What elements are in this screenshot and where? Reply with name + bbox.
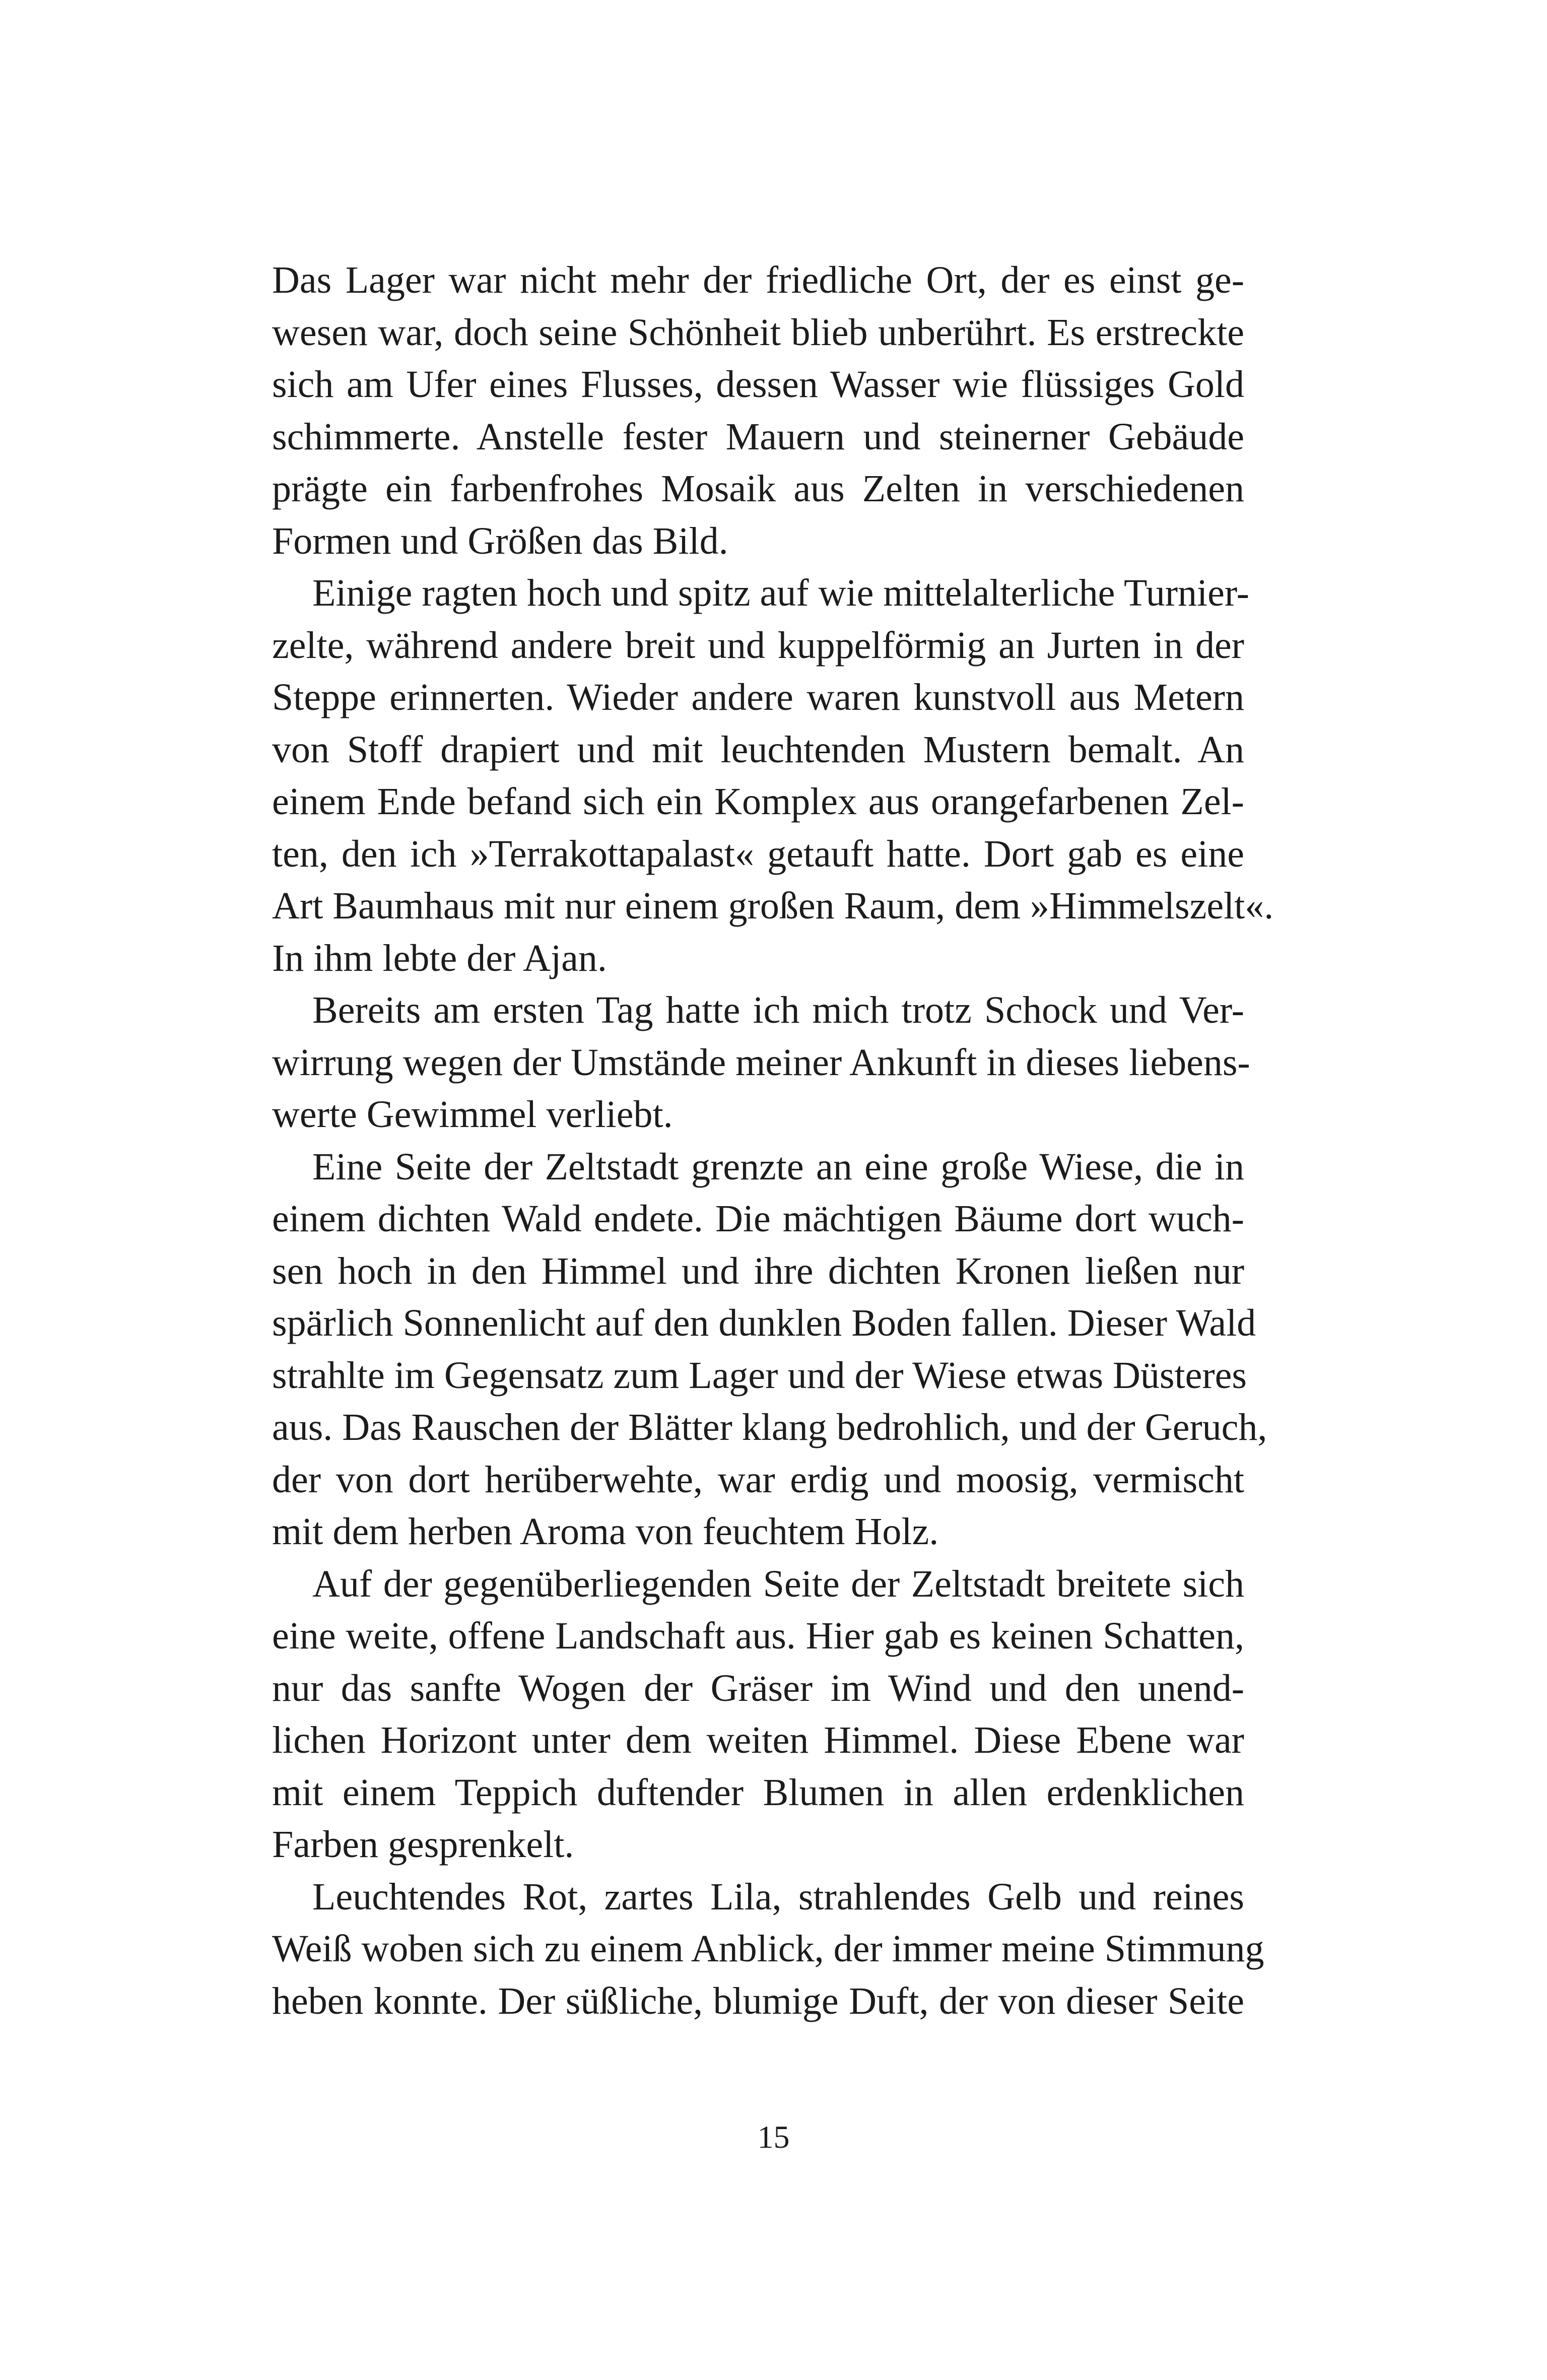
text-line: prägte ein farbenfrohes Mosaik aus Zelten in verschiedenen [272, 468, 1244, 510]
text-line: wirrung wegen der Umstände meiner Ankunft in dieses liebens- [272, 1041, 1250, 1084]
text-line: Formen und Größen das Bild. [272, 519, 728, 562]
text-line: Einige ragten hoch und spitz auf wie mittelalterliche Turnier- [312, 572, 1249, 614]
text-line: eine weite, offene Landschaft aus. Hier gab es keinen Schatten, [272, 1615, 1244, 1657]
text-line: Bereits am ersten Tag hatte ich mich trotz Schock und Ver- [312, 989, 1244, 1031]
text-line: der von dort herüberwehte, war erdig und moosig, vermischt [272, 1458, 1244, 1501]
text-line: einem dichten Wald endete. Die mächtigen Bäume dort wuch- [272, 1198, 1244, 1240]
text-line: mit einem Teppich duftender Blumen in allen erdenklichen [272, 1771, 1244, 1814]
paragraph-3 [272, 984, 1250, 1141]
paragraph-1 [272, 254, 1244, 567]
text-line: spärlich Sonnenlicht auf den dunklen Boden fallen. Dieser Wald [272, 1302, 1256, 1344]
page-number: 15 [757, 2119, 790, 2155]
paragraph-6 [272, 1871, 1264, 2028]
text-line: sich am Ufer eines Flusses, dessen Wasser wie flüssiges Gold [272, 363, 1244, 406]
text-line: sen hoch in den Himmel und ihre dichten Kronen ließen nur [272, 1249, 1244, 1292]
text-line: wesen war, doch seine Schönheit blieb unberührt. Es erstreckte [272, 311, 1244, 354]
text-line: ten, den ich »Terrakottapalast« getauft hatte. Dort gab es eine [272, 832, 1244, 875]
text-line: Steppe erinnerten. Wieder andere waren kunstvoll aus Metern [272, 676, 1244, 718]
text-line: Art Baumhaus mit nur einem großen Raum, dem »Himmelszelt«. [272, 885, 1274, 927]
text-line: aus. Das Rauschen der Blätter klang bedrohlich, und der Geruch, [272, 1406, 1267, 1448]
text-line: nur das sanfte Wogen der Gräser im Wind und den unend- [272, 1667, 1244, 1709]
text-line: Weiß woben sich zu einem Anblick, der immer meine Stimmung [272, 1928, 1264, 1970]
text-line: Das Lager war nicht mehr der friedliche Ort, der es einst ge- [272, 259, 1244, 301]
text-line: mit dem herben Aroma von feuchtem Holz. [272, 1510, 939, 1553]
text-line: In ihm lebte der Ajan. [272, 937, 607, 979]
text-line: werte Gewimmel verliebt. [272, 1093, 673, 1136]
text-line: von Stoff drapiert und mit leuchtenden Mustern bemalt. An [272, 728, 1244, 771]
text-line: Eine Seite der Zeltstadt grenzte an eine große Wiese, die in [312, 1145, 1244, 1188]
paragraph-4 [272, 1141, 1267, 1558]
body-text [272, 254, 1274, 2027]
paragraph-5 [272, 1558, 1244, 1871]
text-line: lichen Horizont unter dem weiten Himmel. Diese Ebene war [272, 1719, 1244, 1761]
text-line: zelte, während andere breit und kuppelförmig an Jurten in der [272, 624, 1244, 667]
text-line: heben konnte. Der süßliche, blumige Duft, der von dieser Seite [272, 1979, 1244, 2022]
text-line: einem Ende befand sich ein Komplex aus orangefarbenen Zel- [272, 780, 1244, 823]
paragraph-2 [272, 567, 1274, 984]
text-line: strahlte im Gegensatz zum Lager und der Wiese etwas Düsteres [272, 1354, 1247, 1397]
text-line: Farben gesprenkelt. [272, 1823, 574, 1866]
text-line: Auf der gegenüberliegenden Seite der Zeltstadt breitete sich [312, 1562, 1244, 1605]
text-line: schimmerte. Anstelle fester Mauern und steinerner Gebäude [272, 415, 1244, 458]
text-line: Leuchtendes Rot, zartes Lila, strahlendes Gelb und reines [312, 1875, 1244, 1918]
